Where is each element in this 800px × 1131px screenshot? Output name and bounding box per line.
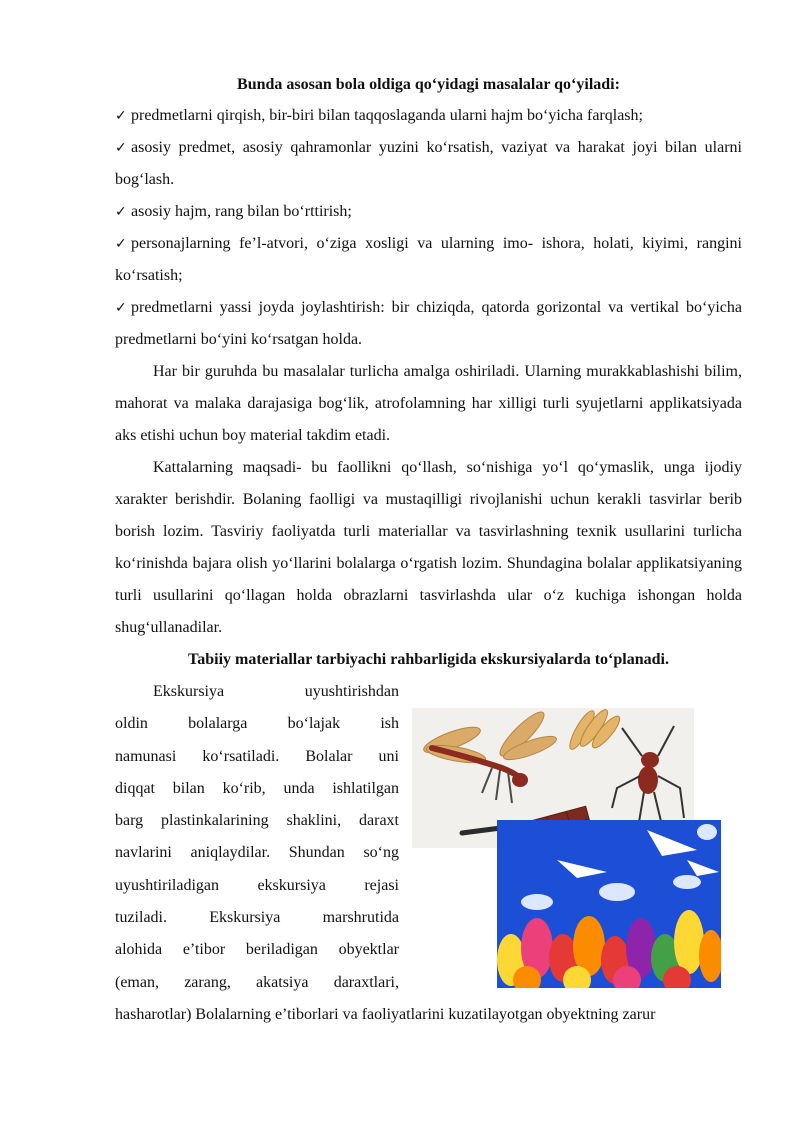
check-icon: ✓ <box>115 140 127 156</box>
applique-illustration <box>497 820 721 988</box>
list-item: ✓ personajlarning fe’l-atvori, o‘ziga xosligi va ularning imo- ishora, holati, kiyimi, rangini ko‘rsatish; <box>115 228 742 292</box>
autumn-applique-photo <box>497 820 721 988</box>
check-icon: ✓ <box>115 108 127 124</box>
paragraph-line: tuziladi. Ekskursiya marshrutida <box>115 909 399 927</box>
check-icon: ✓ <box>115 204 127 220</box>
paragraph: Har bir guruhda bu masalalar turlicha amalga oshiriladi. Ularning murakkablashishi bilim, mahorat va malaka darajasiga bog‘lik, atrofolamning har xilligi turli syujetlarni applikatsiyada aks etishi uchun boy material takdim etadi. <box>115 363 742 444</box>
list-item: ✓ predmetlarni qirqish, bir-biri bilan taqqoslaganda ularni hajm bo‘yicha farqlash; <box>115 100 742 132</box>
paragraph-line: navlarini aniqlaydilar. Shundan so‘ng <box>115 844 399 862</box>
paragraph-line: (eman, zarang, akatsiya daraxtlari, <box>115 973 399 991</box>
paragraph-line: hasharotlar) Bolalarning e’tiborlari va faoliyatlarini kuzatilayotgan obyektning zarur <box>115 1005 656 1023</box>
list-item: ✓ predmetlarni yassi joyda joylashtirish: bir chiziqda, qatorda gorizontal va vertikal bo‘yicha predmetlarni bo‘yini ko‘rsatgan holda. <box>115 292 742 356</box>
paragraph-line: uyushtiriladigan ekskursiya rejasi <box>115 876 399 894</box>
section-heading: Tabiiy materiallar tarbiyachi rahbarligida ekskursiyalarda to‘planadi. <box>188 651 669 668</box>
paragraph-line: namunasi ko‘rsatiladi. Bolalar uni <box>115 747 399 765</box>
section-heading: Bunda asosan bola oldiga qo‘yidagi masalalar qo‘yiladi: <box>237 76 620 93</box>
check-icon: ✓ <box>115 236 127 252</box>
wrapped-paragraph <box>115 676 399 999</box>
paragraph-line: oldin bolalarga bo‘lajak ish <box>115 715 399 733</box>
paragraph-line: barg plastinkalarining shaklini, daraxt <box>115 812 399 830</box>
paragraph-line: Ekskursiya uyushtirishdan <box>153 683 399 700</box>
paragraph: Kattalarning maqsadi- bu faollikni qo‘llash, so‘nishiga yo‘l qo‘ymaslik, unga ijodiy xarakter berishdir. Bolaning faolligi va mustaqilligi rivojlanishi uchun kerakli tasvirlar berib borish lozim. Tasviriy faoliyatda turli materiallar va tasvirlashning texnik usullarini turlicha ko‘rinishda bajara olish yo‘llarini bolalarga o‘rgatish lozim. Shundagina bolalar applikatsiyaning turli usullarini qo‘llagan holda obrazlarni tasvirlashda ular o‘z kuchiga ishongan holda shug‘ullanadilar. <box>115 459 742 636</box>
paragraph-line: alohida e’tibor beriladigan obyektlar <box>115 941 399 959</box>
paragraph-line: diqqat bilan ko‘rib, unda ishlatilgan <box>115 779 399 797</box>
list-item: ✓ asosiy predmet, asosiy qahramonlar yuzini ko‘rsatish, vaziyat va harakat joyi bilan ularni bog‘lash. <box>115 132 742 196</box>
list-item: ✓ asosiy hajm, rang bilan bo‘rttirish; <box>115 196 742 228</box>
check-icon: ✓ <box>115 300 127 316</box>
